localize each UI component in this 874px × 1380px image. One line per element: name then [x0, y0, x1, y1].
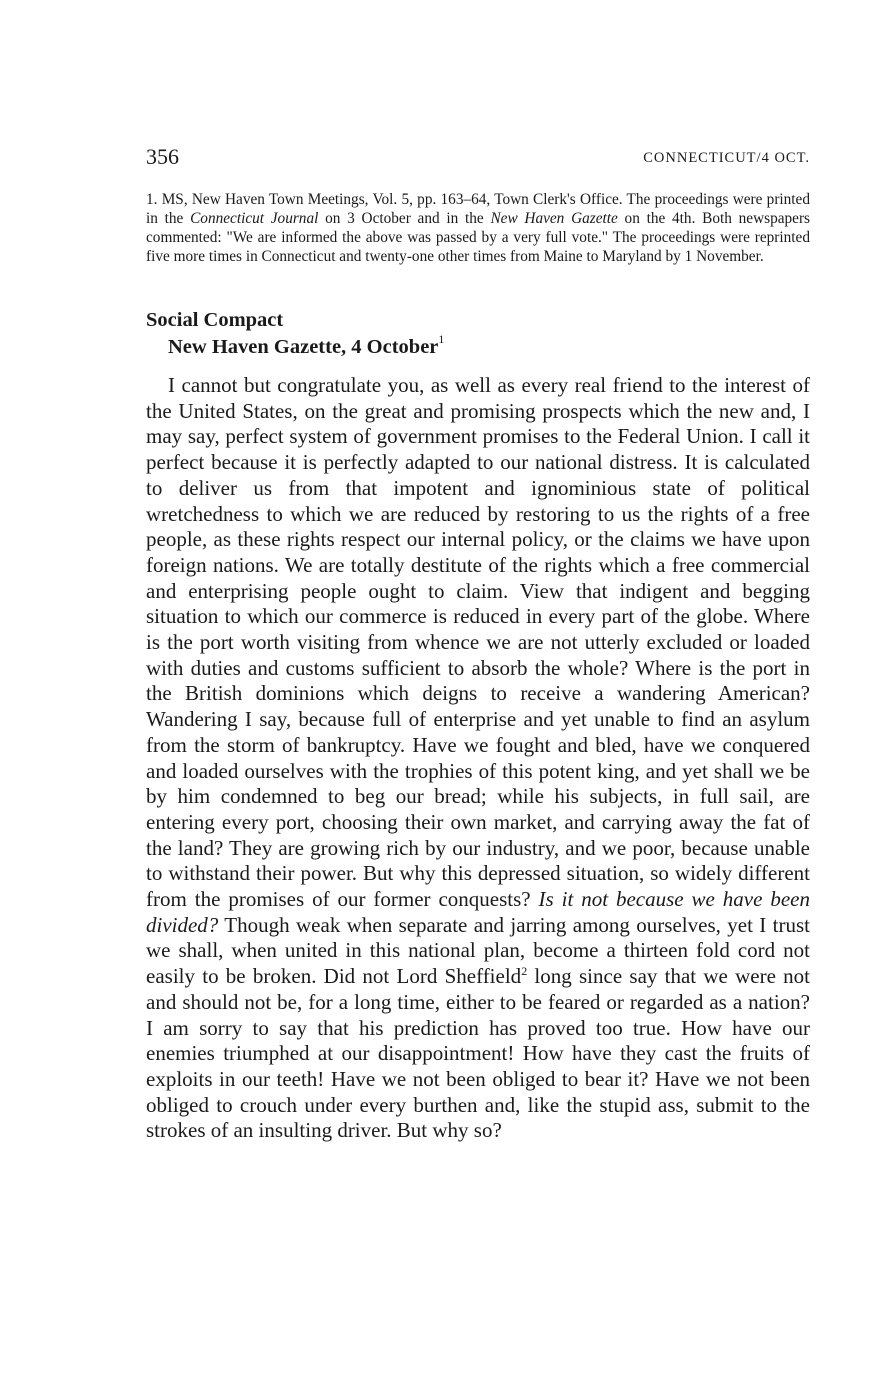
section-subtitle: [168, 332, 810, 359]
running-head: [146, 140, 810, 172]
footnote-marker: 2: [521, 964, 528, 979]
section-title: Social Compact: [146, 309, 284, 331]
page-number: 356: [146, 144, 179, 169]
footnote-italic-journal: Connecticut Journal: [190, 210, 319, 227]
body-text-part: I cannot but congratulate you, as well as every real friend to the interest of the United States, on the great and promising prospects which the new and, I may say, perfect system of government promises to the Federal Union. I call it perfect because it is perfectly adapted to our national distress. It is calculated to deliver us from that impotent and ignominious state of political wretchedness to which we are reduced by restoring to us the rights of a free people, as these rights respect our internal policy, or the claims we have upon foreign nations. We are totally destitute of the rights which a free commercial and enterprising people ought to claim. View that indigent and begging situation to which our commerce is reduced in every part of the globe. Where is the port worth visiting from whence we are not utterly excluded or loaded with duties and customs sufficient to absorb the whole? Where is the port in the British dominions which deigns to receive a wandering American? Wandering I say, because full of enterprise and yet unable to find an asylum from the storm of bankruptcy. Have we fought and bled, have we conquered and loaded ourselves with the trophies of this potent king, and yet shall we be by him condemned to beg our bread; while his subjects, in full sail, are entering every port, choosing their own market, and carrying away the fat of the land? They are growing rich by our industry, and we poor, because unable to withstand their power. But why this depressed situation, so widely different from the promises of our former conquests?: [146, 373, 810, 912]
footnote-text: on 3 October and in the: [318, 210, 491, 227]
body-italic-text: Is it not because we have been divided?: [146, 887, 810, 937]
running-title: CONNECTICUT/4 OCT.: [643, 150, 810, 166]
footnote-italic-gazette: New Haven Gazette: [490, 210, 618, 227]
footnote-text: 1. MS, New Haven Town Meetings, Vol. 5, pp. 163–64, Town Clerk's Office. The proceedings were printed in the: [146, 191, 810, 227]
footnote: [146, 190, 810, 266]
body-paragraph: [146, 373, 810, 1144]
document-page: [146, 140, 810, 1165]
body-text-part: long since say that we were not and should not be, for a long time, either to be feared or regarded as a nation? I am sorry to say that his prediction has proved too true. How have our enemies triumphed at our disappointment! How have they cast the fruits of exploits in our teeth! Have we not been obliged to bear it? Have we not been obliged to crouch under every burthen and, like the stupid ass, submit to the strokes of an insulting driver. But why so?: [146, 964, 810, 1143]
subtitle-text: New Haven Gazette, 4 October: [168, 336, 439, 358]
body-text-part: Though weak when separate and jarring among ourselves, yet I trust we shall, when united in this national plan, become a thirteen fold cord not easily to be broken. Did not Lord Sheffield: [146, 912, 810, 989]
footnote-text: on the 4th. Both newspapers commented: "We are informed the above was passed by a very full vote." The proceedings were reprinted five more times in Connecticut and twenty-one other times from Maine to Maryland by 1 November.: [146, 210, 810, 265]
footnote-marker: 1: [438, 332, 445, 347]
